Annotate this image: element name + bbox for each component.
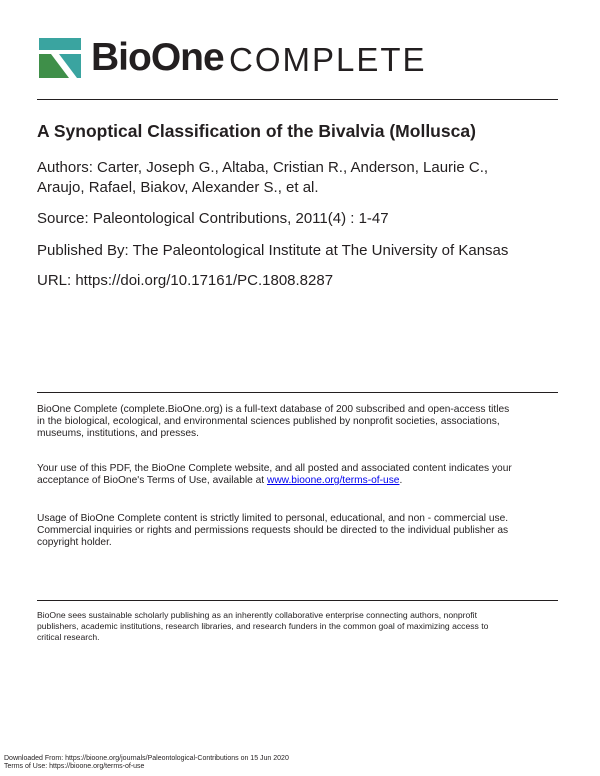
database-notice-line: in the biological, ecological, and environmental sciences published by nonprofit societies, associations, [37, 416, 500, 427]
terms-notice-line [37, 475, 557, 487]
article-publisher: Published By: The Paleontological Institute at The University of Kansas [37, 242, 509, 259]
terms-suffix: . [399, 475, 403, 486]
usage-notice-line: Commercial inquiries or rights and permissions requests should be directed to the individual publisher as [37, 525, 509, 536]
download-info: Downloaded From: https://bioone.org/journals/Paleontological-Contributions on 15 Jun 2020 [4, 755, 289, 762]
bioone-logo-icon [39, 38, 81, 78]
article-title: A Synoptical Classification of the Bivalvia (Mollusca) [37, 121, 476, 141]
article-url: URL: https://doi.org/10.17161/PC.1808.8287 [37, 272, 334, 289]
notice-divider-bottom [37, 600, 558, 601]
authors-line-1: Authors: Carter, Joseph G., Altaba, Cristian R., Anderson, Laurie C., [37, 159, 489, 176]
mission-line: BioOne sees sustainable scholarly publishing as an inherently collaborative enterprise connecting authors, nonprofit [37, 610, 477, 620]
logo-brand-bold: BioOne [91, 36, 224, 79]
authors-line-2: Araujo, Rafael, Biakov, Alexander S., et al. [37, 179, 319, 196]
header-divider [37, 99, 558, 100]
usage-notice-line: copyright holder. [37, 537, 112, 548]
database-notice [37, 404, 557, 440]
mission-line: critical research. [37, 632, 100, 642]
logo-brand-light: COMPLETE [229, 41, 427, 78]
terms-notice [37, 463, 557, 487]
bioone-complete-logo [39, 36, 427, 82]
usage-notice [37, 513, 557, 549]
terms-of-use-link[interactable]: www.bioone.org/terms-of-use [266, 475, 400, 486]
usage-notice-line: Usage of BioOne Complete content is strictly limited to personal, educational, and non - commercial use. [37, 513, 509, 524]
article-source: Source: Paleontological Contributions, 2011(4) : 1-47 [37, 210, 389, 227]
mission-line: publishers, academic institutions, research libraries, and research funders in the common goal of maximizing access to [37, 621, 489, 631]
database-notice-line: museums, institutions, and presses. [37, 428, 199, 439]
database-notice-line: BioOne Complete (complete.BioOne.org) is a full-text database of 200 subscribed and open-access titles [37, 404, 510, 415]
mission-statement [37, 610, 557, 643]
terms-info: Terms of Use: https://bioone.org/terms-of-use [4, 763, 145, 770]
terms-prefix: acceptance of BioOne's Terms of Use, available at [37, 475, 267, 486]
terms-notice-line: Your use of this PDF, the BioOne Complete website, and all posted and associated content indicates your [37, 463, 512, 474]
notice-divider-top [37, 392, 558, 393]
